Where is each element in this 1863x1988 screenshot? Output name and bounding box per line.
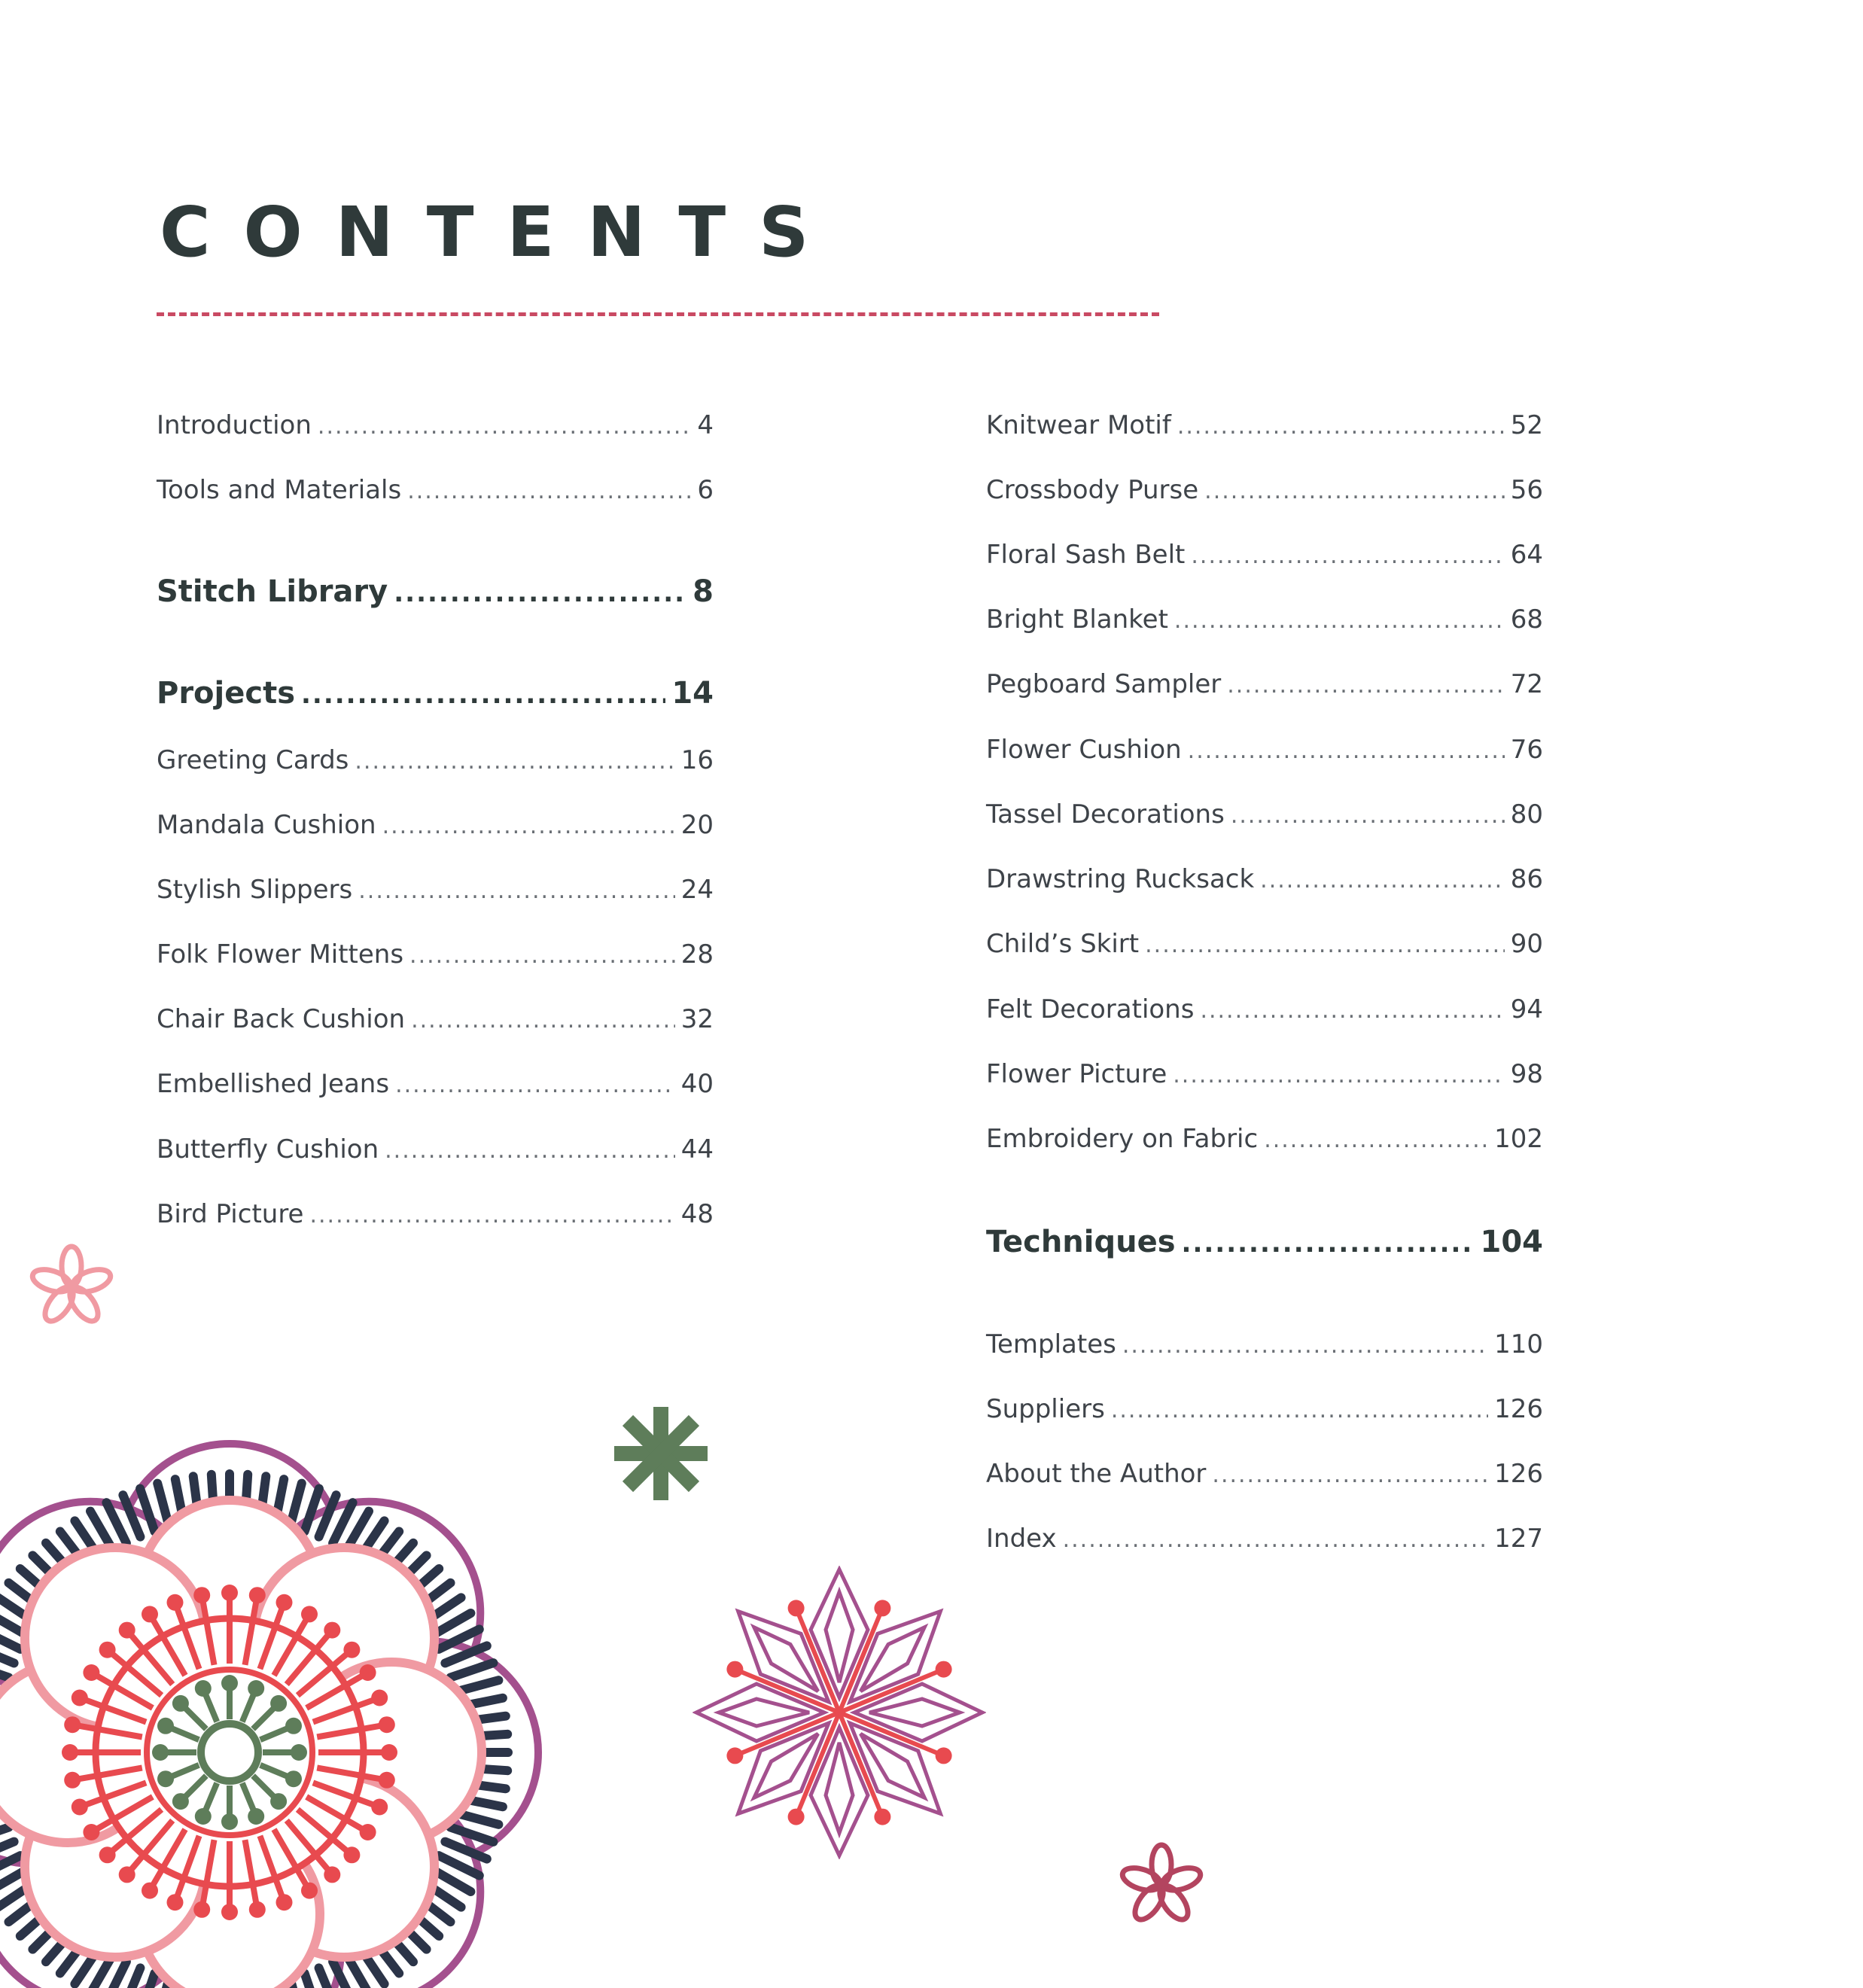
toc-section-entry[interactable] [157, 574, 714, 609]
toc-entry-page: 127 [1494, 1524, 1543, 1554]
toc-leader-dots [1174, 607, 1505, 634]
toc-section-label: Stitch Library [157, 574, 388, 609]
toc-entry[interactable] [986, 1459, 1543, 1489]
toc-leader-dots [355, 748, 674, 775]
star-mandala-icon [693, 1566, 986, 1859]
toc-entry[interactable] [157, 1004, 714, 1034]
toc-entry[interactable] [986, 1059, 1543, 1089]
toc-entry-label: Butterfly Cushion [157, 1134, 379, 1164]
toc-leader-dots [1212, 1462, 1488, 1488]
toc-entry-label: Embellished Jeans [157, 1069, 390, 1099]
toc-leader-dots [1177, 413, 1505, 440]
toc-entry-label: Index [986, 1524, 1057, 1554]
toc-entry-label: Child’s Skirt [986, 929, 1140, 959]
toc-leader-dots [1063, 1527, 1488, 1553]
toc-entry-label: Embroidery on Fabric [986, 1124, 1259, 1154]
small-flower-icon [1113, 1837, 1210, 1935]
toc-leader-dots [1188, 738, 1505, 764]
toc-entry-page: 80 [1510, 799, 1543, 830]
toc-entry-page: 76 [1510, 735, 1543, 765]
toc-entry-page: 94 [1510, 994, 1543, 1024]
toc-leader-dots [301, 680, 665, 710]
toc-entry-page: 24 [680, 875, 714, 905]
toc-entry-label: Bird Picture [157, 1199, 304, 1229]
page-title: CONTENTS [160, 192, 842, 272]
toc-entry[interactable] [157, 745, 714, 775]
toc-leader-dots [1227, 672, 1504, 699]
toc-entry-page: 90 [1510, 929, 1543, 959]
toc-entry-label: Pegboard Sampler [986, 669, 1222, 699]
toc-leader-dots [358, 878, 674, 904]
toc-entry-label: Crossbody Purse [986, 475, 1199, 505]
toc-entry-page: 32 [680, 1004, 714, 1034]
toc-leader-dots [1191, 543, 1504, 569]
toc-entry[interactable] [986, 1394, 1543, 1424]
toc-section-page: 8 [693, 574, 714, 609]
toc-entry-label: Templates [986, 1329, 1116, 1359]
toc-entry[interactable] [986, 735, 1543, 765]
toc-entry-label: Greeting Cards [157, 745, 349, 775]
toc-leader-dots [1111, 1397, 1488, 1423]
toc-entry[interactable] [986, 540, 1543, 570]
toc-entry-label: Flower Cushion [986, 735, 1182, 765]
toc-entry[interactable] [986, 1524, 1543, 1554]
toc-entry-label: Mandala Cushion [157, 810, 376, 840]
toc-section-page: 104 [1480, 1225, 1543, 1259]
toc-leader-dots [318, 413, 691, 440]
toc-entry[interactable] [157, 1069, 714, 1099]
toc-entry-label: About the Author [986, 1459, 1207, 1489]
toc-entry-page: 28 [680, 939, 714, 970]
toc-leader-dots [409, 942, 675, 969]
toc-entry-page: 6 [697, 475, 714, 505]
toc-entry-label: Flower Picture [986, 1059, 1167, 1089]
toc-entry-page: 102 [1494, 1124, 1543, 1154]
toc-entry-page: 68 [1510, 604, 1543, 635]
toc-entry-page: 64 [1510, 540, 1543, 570]
toc-entry-page: 126 [1494, 1459, 1543, 1489]
toc-entry-label: Tassel Decorations [986, 799, 1225, 830]
toc-leader-dots [407, 478, 691, 504]
toc-entry-page: 16 [680, 745, 714, 775]
toc-leader-dots [1260, 867, 1505, 894]
toc-leader-dots [1200, 997, 1504, 1024]
toc-entry-page: 44 [680, 1134, 714, 1164]
toc-entry-label: Stylish Slippers [157, 875, 353, 905]
small-flower-icon [23, 1238, 120, 1336]
toc-entry-page: 40 [680, 1069, 714, 1099]
toc-entry[interactable] [157, 1134, 714, 1164]
flower-mandala-icon [0, 1400, 602, 1988]
toc-entry-label: Suppliers [986, 1394, 1105, 1424]
toc-entry[interactable] [157, 410, 714, 440]
toc-entry-label: Bright Blanket [986, 604, 1168, 635]
toc-section-page: 14 [671, 676, 714, 711]
toc-entry[interactable] [986, 669, 1543, 699]
toc-entry-label: Knitwear Motif [986, 410, 1171, 440]
toc-entry-label: Floral Sash Belt [986, 540, 1186, 570]
toc-entry-page: 52 [1510, 410, 1543, 440]
toc-leader-dots [394, 578, 686, 608]
toc-leader-dots [1145, 932, 1505, 958]
toc-section-entry[interactable] [157, 676, 714, 711]
toc-leader-dots [309, 1202, 674, 1228]
toc-entry-label: Tools and Materials [157, 475, 402, 505]
toc-entry-page: 86 [1510, 864, 1543, 894]
toc-entry-label: Drawstring Rucksack [986, 864, 1255, 894]
toc-section-label: Techniques [986, 1225, 1176, 1259]
toc-entry[interactable] [986, 799, 1543, 830]
toc-section-entry[interactable] [986, 1225, 1543, 1259]
toc-entry-page: 20 [680, 810, 714, 840]
toc-entry-label: Folk Flower Mittens [157, 939, 404, 970]
toc-entry[interactable] [157, 1199, 714, 1229]
toc-entry[interactable] [157, 810, 714, 840]
toc-entry-label: Felt Decorations [986, 994, 1195, 1024]
toc-section-label: Projects [157, 676, 296, 711]
toc-entry-page: 98 [1510, 1059, 1543, 1089]
toc-leader-dots [382, 813, 675, 839]
toc-entry[interactable] [986, 1124, 1543, 1154]
toc-entry-label: Introduction [157, 410, 312, 440]
toc-leader-dots [1231, 802, 1505, 829]
toc-entry[interactable] [986, 864, 1543, 894]
toc-entry[interactable] [986, 929, 1543, 959]
toc-entry-page: 48 [680, 1199, 714, 1229]
toc-entry-page: 126 [1494, 1394, 1543, 1424]
toc-leader-dots [1182, 1228, 1475, 1259]
toc-leader-dots [1173, 1062, 1504, 1088]
toc-entry-page: 56 [1510, 475, 1543, 505]
toc-entry-page: 110 [1494, 1329, 1543, 1359]
toc-entry[interactable] [986, 1329, 1543, 1359]
toc-entry[interactable] [986, 410, 1543, 440]
toc-entry-page: 72 [1510, 669, 1543, 699]
toc-entry-label: Chair Back Cushion [157, 1004, 406, 1034]
toc-leader-dots [1264, 1127, 1488, 1153]
toc-entry[interactable] [157, 939, 714, 970]
toc-leader-dots [385, 1137, 675, 1164]
toc-entry-page: 4 [697, 410, 714, 440]
toc-entry[interactable] [157, 475, 714, 505]
toc-entry[interactable] [986, 475, 1543, 505]
dashed-divider [157, 312, 1159, 316]
toc-leader-dots [395, 1072, 675, 1098]
toc-entry[interactable] [157, 875, 714, 905]
toc-leader-dots [411, 1007, 675, 1034]
toc-entry[interactable] [986, 604, 1543, 635]
toc-leader-dots [1204, 478, 1505, 504]
toc-leader-dots [1122, 1332, 1488, 1359]
toc-entry[interactable] [986, 994, 1543, 1024]
asterisk-icon [611, 1404, 711, 1503]
